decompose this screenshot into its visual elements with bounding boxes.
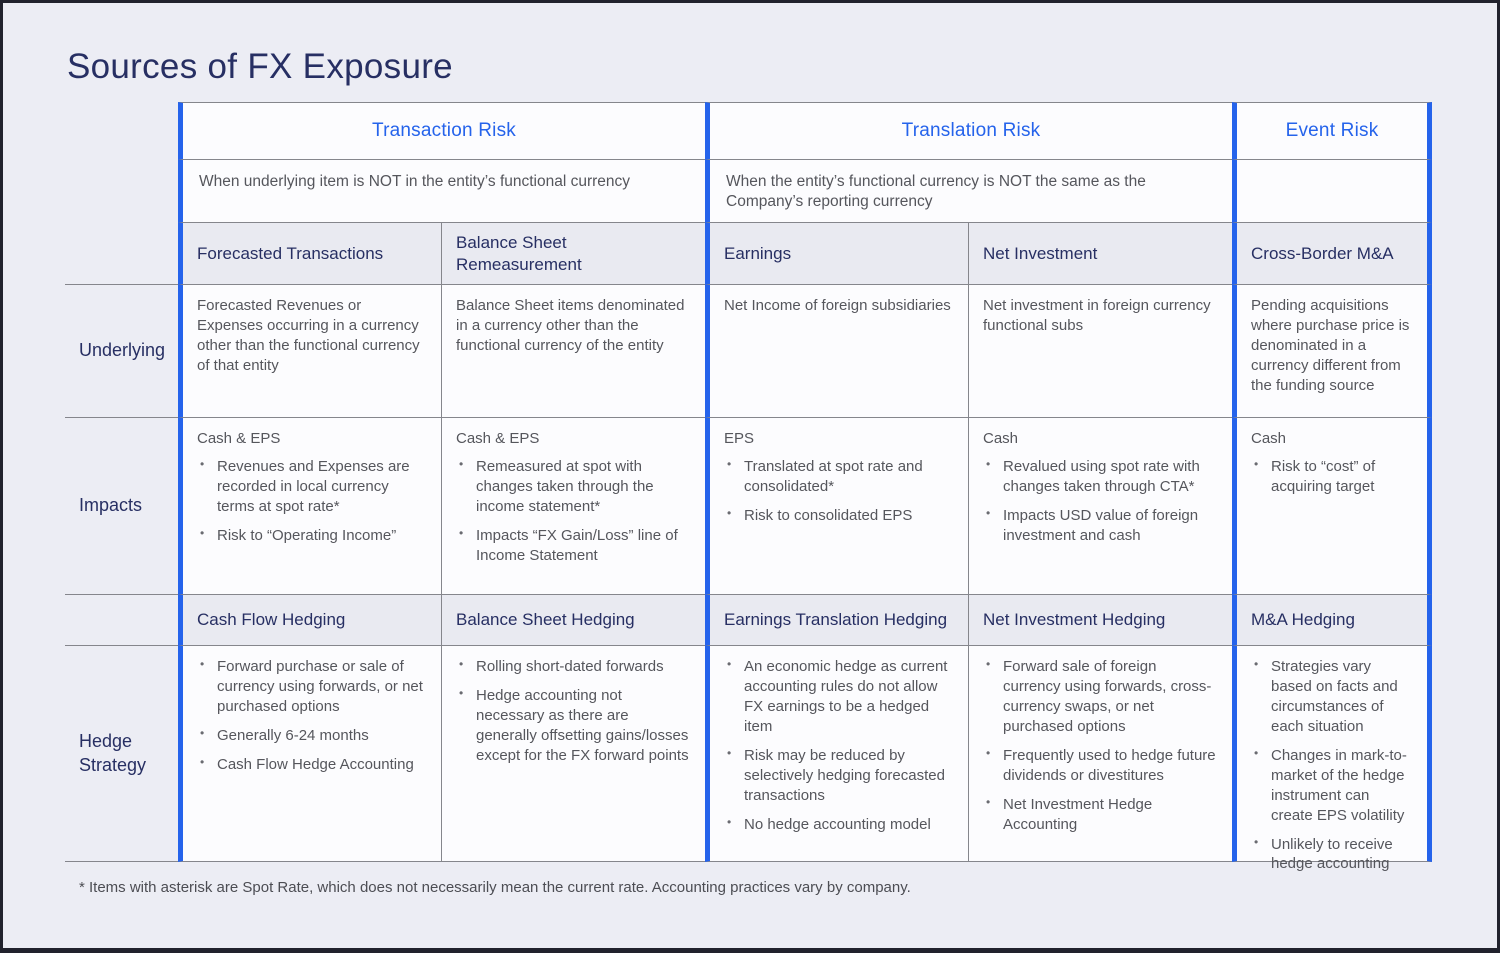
column-header-cross-border-ma: Cross-Border M&A	[1232, 222, 1432, 284]
bullet-item: • Remeasured at spot with changes taken through the income statement*	[456, 457, 691, 517]
bullet-item: • Revenues and Expenses are recorded in local currency terms at spot rate*	[197, 457, 427, 517]
hedging-header-cash-flow: Cash Flow Hedging	[178, 594, 441, 645]
column-header-net-investment: Net Investment	[968, 222, 1232, 284]
underlying-cell-cross-border-ma: Pending acquisitions where purchase price is denominated in a currency different from the funding source	[1232, 284, 1432, 417]
hedging-header-earnings-translation: Earnings Translation Hedging	[705, 594, 968, 645]
bullet-item: • No hedge accounting model	[724, 815, 954, 835]
hedge-strategy-cell-net-investment	[968, 645, 1232, 862]
hedge-strategy-cell-forecasted	[178, 645, 441, 862]
impacts-bullet-list	[1251, 457, 1413, 497]
impacts-cell-net-investment	[968, 417, 1232, 594]
description-translation-risk: When the entity’s functional currency is NOT the same as the Company’s reporting currency	[705, 159, 1232, 222]
column-header-earnings: Earnings	[705, 222, 968, 284]
bullet-item: • Generally 6-24 months	[197, 726, 427, 746]
bullet-item: • Frequently used to hedge future dividends or divestitures	[983, 746, 1218, 786]
hedge-strategy-bullet-list	[1251, 657, 1413, 874]
bullet-item: • An economic hedge as current accounting rules do not allow FX earnings to be a hedged item	[724, 657, 954, 737]
hedging-header-balance-sheet: Balance Sheet Hedging	[441, 594, 705, 645]
underlying-cell-forecasted: Forecasted Revenues or Expenses occurring in a currency other than the functional currency of that entity	[178, 284, 441, 417]
impacts-title: Cash	[983, 430, 1019, 447]
description-transaction-risk: When underlying item is NOT in the entity’s functional currency	[178, 159, 705, 222]
impacts-title: Cash & EPS	[197, 430, 281, 447]
bullet-item: • Hedge accounting not necessary as there are generally offsetting gains/losses except for the FX forward points	[456, 686, 691, 766]
bullet-item: • Changes in mark-to-market of the hedge instrument can create EPS volatility	[1251, 746, 1413, 826]
bullet-item: • Forward sale of foreign currency using forwards, cross-currency swaps, or net purchased options	[983, 657, 1218, 737]
description-event-risk	[1232, 159, 1432, 222]
hedge-strategy-cell-earnings	[705, 645, 968, 862]
impacts-cell-earnings	[705, 417, 968, 594]
bullet-item: • Risk to consolidated EPS	[724, 506, 954, 526]
bullet-item: • Risk to “Operating Income”	[197, 526, 427, 546]
row-label-impacts: Impacts	[65, 417, 178, 594]
column-header-forecasted-transactions: Forecasted Transactions	[178, 222, 441, 284]
row-label-hedge-strategy: Hedge Strategy	[65, 645, 178, 862]
spacer	[65, 159, 178, 222]
hedging-header-ma: M&A Hedging	[1232, 594, 1432, 645]
bullet-item: • Rolling short-dated forwards	[456, 657, 691, 677]
spacer	[65, 222, 178, 284]
bullet-item: • Unlikely to receive hedge accounting	[1251, 835, 1413, 875]
bullet-item: • Impacts “FX Gain/Loss” line of Income Statement	[456, 526, 691, 566]
bullet-item: • Revalued using spot rate with changes taken through CTA*	[983, 457, 1218, 497]
group-header-transaction-risk: Transaction Risk	[178, 102, 705, 159]
impacts-bullet-list	[197, 457, 427, 546]
impacts-bullet-list	[983, 457, 1218, 546]
spacer	[65, 594, 178, 645]
row-label-underlying: Underlying	[65, 284, 178, 417]
footnote: * Items with asterisk are Spot Rate, which does not necessarily mean the current rate. Accounting practices vary by company.	[79, 879, 911, 896]
impacts-title: EPS	[724, 430, 755, 447]
group-header-event-risk: Event Risk	[1232, 102, 1432, 159]
bullet-item: • Forward purchase or sale of currency using forwards, or net purchased options	[197, 657, 427, 717]
column-header-balance-sheet-remeasurement: Balance Sheet Remeasurement	[441, 222, 705, 284]
bullet-item: • Cash Flow Hedge Accounting	[197, 755, 427, 775]
impacts-title: Cash & EPS	[456, 430, 540, 447]
hedging-header-net-investment: Net Investment Hedging	[968, 594, 1232, 645]
bullet-item: • Risk may be reduced by selectively hedging forecasted transactions	[724, 746, 954, 806]
impacts-cell-forecasted	[178, 417, 441, 594]
impacts-bullet-list	[456, 457, 691, 566]
bullet-item: • Strategies vary based on facts and circumstances of each situation	[1251, 657, 1413, 737]
hedge-strategy-cell-balance-sheet	[441, 645, 705, 862]
bullet-item: • Risk to “cost” of acquiring target	[1251, 457, 1413, 497]
impacts-title: Cash	[1251, 430, 1287, 447]
bullet-item: • Impacts USD value of foreign investment and cash	[983, 506, 1218, 546]
impacts-cell-cross-border-ma	[1232, 417, 1432, 594]
page-title: Sources of FX Exposure	[67, 47, 453, 86]
hedge-strategy-bullet-list	[983, 657, 1218, 835]
underlying-cell-net-investment: Net investment in foreign currency functional subs	[968, 284, 1232, 417]
hedge-strategy-bullet-list	[456, 657, 691, 766]
hedge-strategy-bullet-list	[724, 657, 954, 835]
impacts-bullet-list	[724, 457, 954, 526]
fx-exposure-table	[65, 102, 1432, 873]
group-header-translation-risk: Translation Risk	[705, 102, 1232, 159]
bullet-item: • Translated at spot rate and consolidated*	[724, 457, 954, 497]
corner-spacer	[65, 102, 178, 159]
underlying-cell-balance-sheet: Balance Sheet items denominated in a currency other than the functional currency of the entity	[441, 284, 705, 417]
impacts-cell-balance-sheet	[441, 417, 705, 594]
bullet-item: • Net Investment Hedge Accounting	[983, 795, 1218, 835]
hedge-strategy-cell-cross-border-ma	[1232, 645, 1432, 873]
underlying-cell-earnings: Net Income of foreign subsidiaries	[705, 284, 968, 417]
hedge-strategy-bullet-list	[197, 657, 427, 775]
